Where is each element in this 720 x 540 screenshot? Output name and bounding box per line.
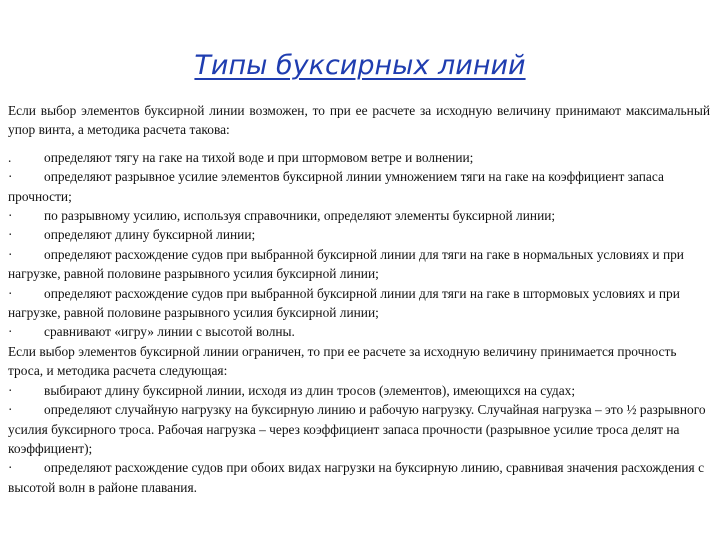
list-item-text: выбирают длину буксирной линии, исходя из длин тросов (элементов), имеющихся на судах; — [44, 382, 576, 398]
list-item — [8, 458, 710, 497]
bullet-marker: · — [8, 246, 13, 262]
list-item-text: определяют случайную нагрузку на буксирную линию и рабочую нагрузку. Случайная нагрузка – это ½ разрывного усилия буксирного троса. Рабочая нагрузка – через коэффициент запаса прочности (разрывное усилие троса делят на коэффициент); — [8, 402, 706, 456]
list-item — [8, 225, 710, 244]
bullet-marker: · — [8, 324, 13, 340]
list-item-text: определяют длину буксирной линии; — [44, 227, 256, 243]
method-list-2 — [8, 381, 710, 497]
list-item — [8, 148, 710, 167]
list-item-text: по разрывному усилию, используя справочники, определяют элементы буксирной линии; — [44, 208, 556, 224]
list-item — [8, 206, 710, 225]
list-item — [8, 322, 710, 341]
list-item-text: определяют разрывное усилие элементов буксирной линии умножением тяги на гаке на коэффициент запаса прочности; — [8, 169, 664, 204]
list-item — [8, 167, 710, 206]
bullet-marker: · — [8, 227, 13, 243]
list-item-text: сравнивают «игру» линии с высотой волны. — [44, 324, 295, 340]
bullet-marker: · — [8, 460, 13, 476]
bullet-marker: · — [8, 169, 13, 185]
bullet-marker: · — [8, 402, 13, 418]
bullet-marker: · — [8, 208, 13, 224]
bullet-marker: · — [8, 382, 13, 398]
second-paragraph: Если выбор элементов буксирной линии ограничен, то при ее расчете за исходную величину принимается прочность троса, и методика расчета следующая: — [8, 343, 677, 379]
list-item — [8, 245, 710, 284]
bullet-marker: . — [8, 149, 12, 165]
method-list-1 — [8, 148, 710, 342]
list-item — [8, 284, 710, 323]
list-item-text: определяют расхождение судов при выбранной буксирной линии для тяги на гаке в штормовых условиях и при нагрузке, равной половине разрывного усилия буксирной линии; — [8, 285, 680, 321]
paragraph-gap — [8, 140, 710, 148]
intro-paragraph: Если выбор элементов буксирной линии возможен, то при ее расчете за исходную величину принимают максимальный упор винта, а методика расчета такова: — [8, 103, 710, 138]
list-item-text: определяют расхождение судов при обоих видах нагрузки на буксирную линию, сравнивая значения расхождения с высотой волн в районе плавания. — [8, 460, 705, 495]
slide-title: Типы буксирных линий — [194, 50, 526, 81]
slide-body — [8, 101, 710, 497]
list-item — [8, 381, 710, 400]
bullet-marker: · — [8, 285, 13, 301]
list-item — [8, 400, 710, 458]
list-item-text: определяют тягу на гаке на тихой воде и при штормовом ветре и волнении; — [44, 149, 474, 165]
list-item-text: определяют расхождение судов при выбранной буксирной линии для тяги на гаке в нормальных условиях и при нагрузке, равной половине разрывного усилия буксирной линии; — [8, 246, 684, 282]
